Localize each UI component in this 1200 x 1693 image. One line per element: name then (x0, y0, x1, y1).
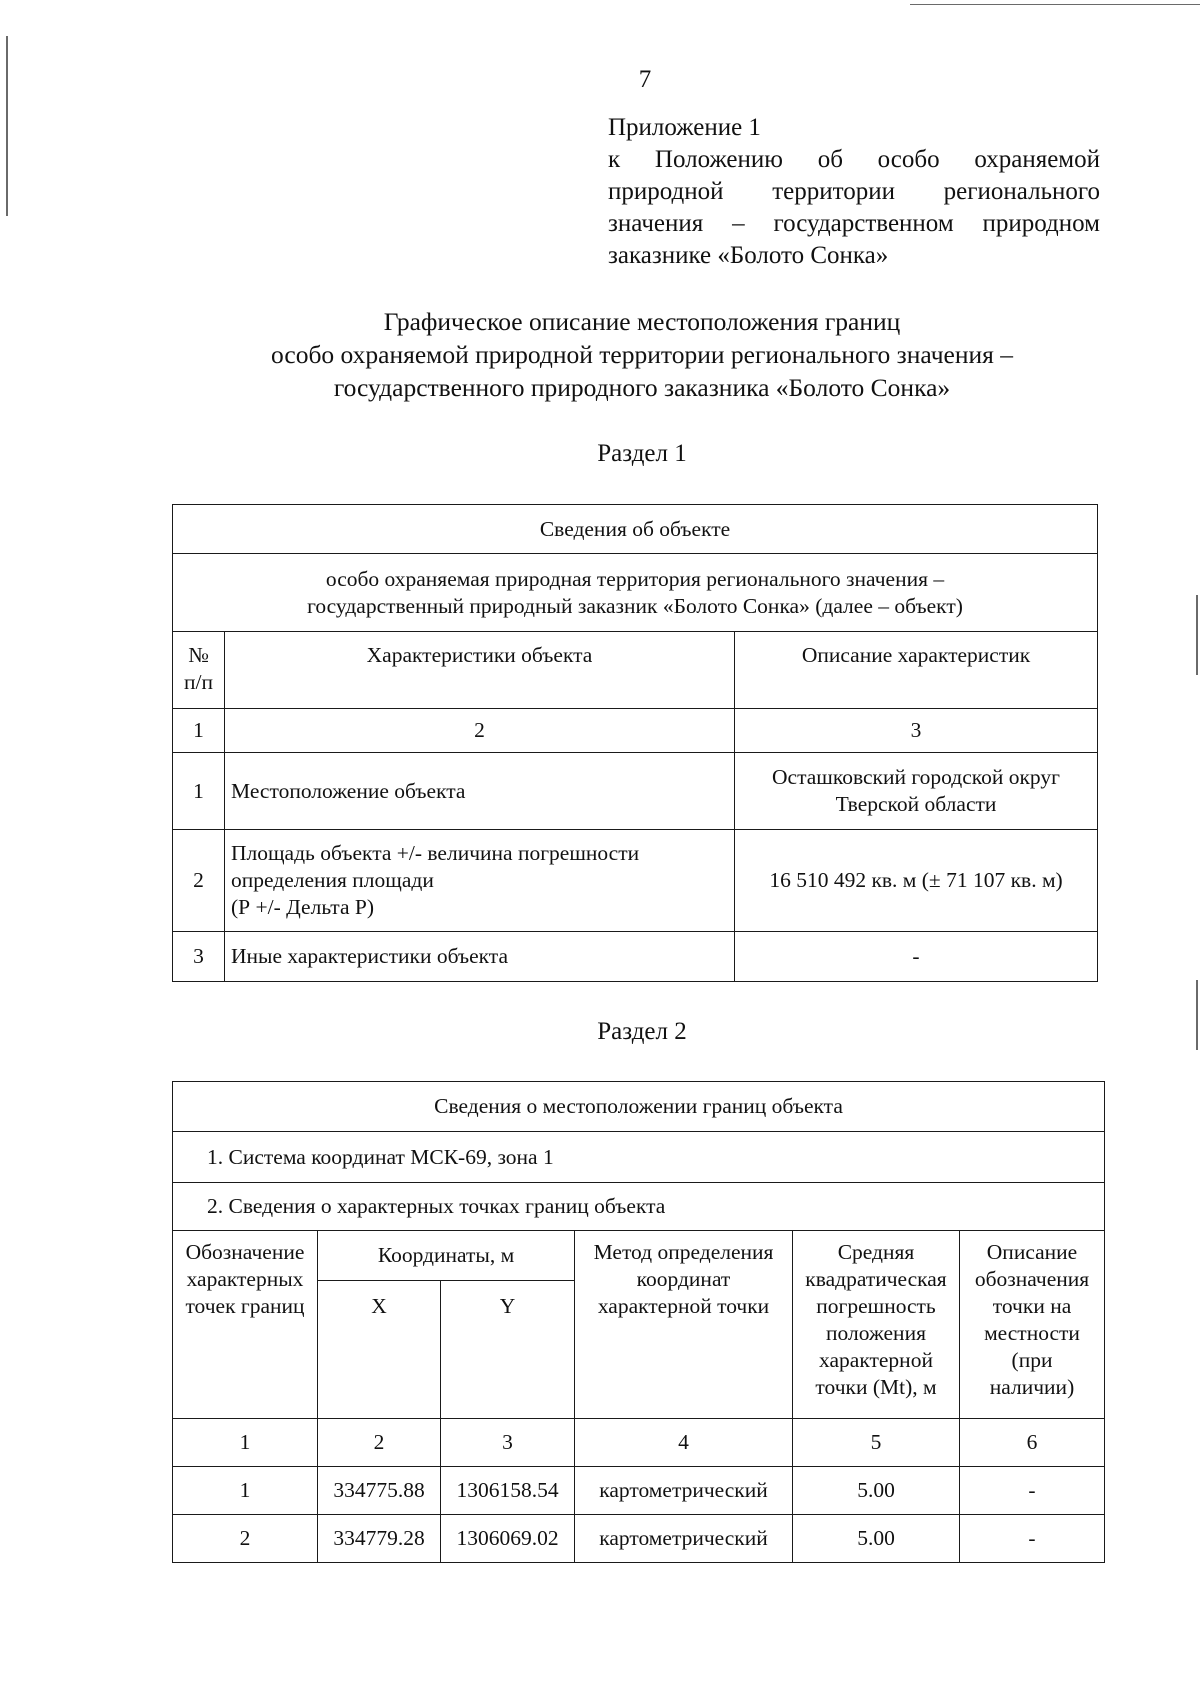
title-line: особо охраняемой природной территории регионального значения – (271, 340, 1013, 369)
section1-heading: Раздел 1 (597, 440, 687, 467)
appendix-line: природной территории регионального (608, 178, 1100, 205)
header-text: точек границ (185, 1294, 305, 1318)
header-text: точки на (992, 1294, 1072, 1318)
header-text: местности (984, 1321, 1080, 1345)
scan-edge-mark-right-top (1196, 595, 1198, 675)
header-error (793, 1231, 960, 1419)
header-y: Y (441, 1281, 575, 1419)
characteristic-line: определения площади (231, 868, 434, 892)
table-caption: Сведения об объекте (173, 505, 1098, 554)
point-id: 2 (173, 1515, 318, 1563)
object-info-table (172, 504, 1098, 982)
header-text: № (188, 643, 209, 667)
description-line: Тверской области (835, 792, 997, 816)
appendix-note (608, 112, 1100, 272)
table-row (173, 932, 1098, 982)
object-name-cell (173, 554, 1098, 632)
header-text: координат (636, 1267, 731, 1291)
row-number: 2 (173, 830, 225, 932)
coordinate-x: 334775.88 (318, 1467, 441, 1515)
marking-cell: - (960, 1515, 1105, 1563)
coordinate-y: 1306158.54 (441, 1467, 575, 1515)
header-marking (960, 1231, 1105, 1419)
row-number: 3 (173, 932, 225, 982)
characteristic-cell: Местоположение объекта (225, 753, 735, 830)
header-text: наличии) (989, 1375, 1075, 1399)
header-characteristic: Характеристики объекта (225, 632, 735, 709)
table-row (173, 1467, 1105, 1515)
characteristic-cell (225, 830, 735, 932)
appendix-line: значения – государственном природном (608, 210, 1100, 237)
characteristic-cell: Иные характеристики объекта (225, 932, 735, 982)
description-cell: - (735, 932, 1098, 982)
header-text: п/п (184, 670, 213, 694)
coordinate-x: 334779.28 (318, 1515, 441, 1563)
coordinate-system: 1. Система координат МСК-69, зона 1 (173, 1132, 1105, 1183)
method-cell: картометрический (575, 1515, 793, 1563)
header-x: X (318, 1281, 441, 1419)
header-text: характерной (819, 1348, 933, 1372)
error-cell: 5.00 (793, 1515, 960, 1563)
header-text: погрешность (816, 1294, 936, 1318)
header-designation (173, 1231, 318, 1419)
characteristic-line: (Р +/- Дельта Р) (231, 895, 375, 919)
header-text: (при (1011, 1348, 1053, 1372)
header-number (173, 632, 225, 709)
boundary-points-table (172, 1081, 1105, 1563)
point-id: 1 (173, 1467, 318, 1515)
header-text: Метод определения (593, 1240, 774, 1264)
header-method (575, 1231, 793, 1419)
table-row (173, 1515, 1105, 1563)
column-number: 3 (735, 709, 1098, 753)
header-text: Средняя (837, 1240, 915, 1264)
scan-edge-mark-left (6, 36, 8, 216)
object-name-line: государственный природный заказник «Болото Сонка» (далее – объект) (307, 593, 963, 618)
header-text: Описание (986, 1240, 1078, 1264)
appendix-line: заказнике «Болото Сонка» (608, 242, 889, 269)
header-text: обозначения (974, 1267, 1090, 1291)
object-name-line: особо охраняемая природная территория регионального значения – (325, 566, 945, 591)
column-number: 1 (173, 709, 225, 753)
scan-edge-mark-right-mid (1196, 980, 1198, 1050)
header-description: Описание характеристик (735, 632, 1098, 709)
row-number: 1 (173, 753, 225, 830)
title-line: государственного природного заказника «Болото Сонка» (333, 373, 951, 402)
table-row (173, 830, 1098, 932)
column-number: 5 (793, 1419, 960, 1467)
characteristic-line: Площадь объекта +/- величина погрешности (231, 841, 640, 865)
column-number: 4 (575, 1419, 793, 1467)
header-text: характерных (186, 1267, 304, 1291)
header-coordinates: Координаты, м (318, 1231, 575, 1281)
error-cell: 5.00 (793, 1467, 960, 1515)
table-row (173, 753, 1098, 830)
column-number: 1 (173, 1419, 318, 1467)
document-title (172, 305, 1112, 404)
scan-edge-mark-top (910, 4, 1200, 5)
column-number: 6 (960, 1419, 1105, 1467)
points-caption: 2. Сведения о характерных точках границ объекта (173, 1183, 1105, 1231)
description-cell: 16 510 492 кв. м (± 71 107 кв. м) (735, 830, 1098, 932)
appendix-line: Приложение 1 (608, 114, 761, 141)
description-cell (735, 753, 1098, 830)
column-number: 2 (225, 709, 735, 753)
description-line: Осташковский городской округ (772, 765, 1060, 789)
column-number-row (173, 709, 1098, 753)
title-line: Графическое описание местоположения границ (383, 307, 901, 336)
column-number-row (173, 1419, 1105, 1467)
column-number: 3 (441, 1419, 575, 1467)
header-text: квадратическая (805, 1267, 947, 1291)
table-caption: Сведения о местоположении границ объекта (173, 1082, 1105, 1132)
method-cell: картометрический (575, 1467, 793, 1515)
column-number: 2 (318, 1419, 441, 1467)
page-number: 7 (638, 66, 652, 93)
coordinate-y: 1306069.02 (441, 1515, 575, 1563)
section2-heading: Раздел 2 (597, 1018, 687, 1045)
marking-cell: - (960, 1467, 1105, 1515)
header-text: Обозначение (185, 1240, 305, 1264)
appendix-line: к Положению об особо охраняемой (608, 146, 1100, 173)
header-text: положения (826, 1321, 926, 1345)
header-text: характерной точки (597, 1294, 770, 1318)
header-text: точки (Mt), м (815, 1375, 937, 1399)
